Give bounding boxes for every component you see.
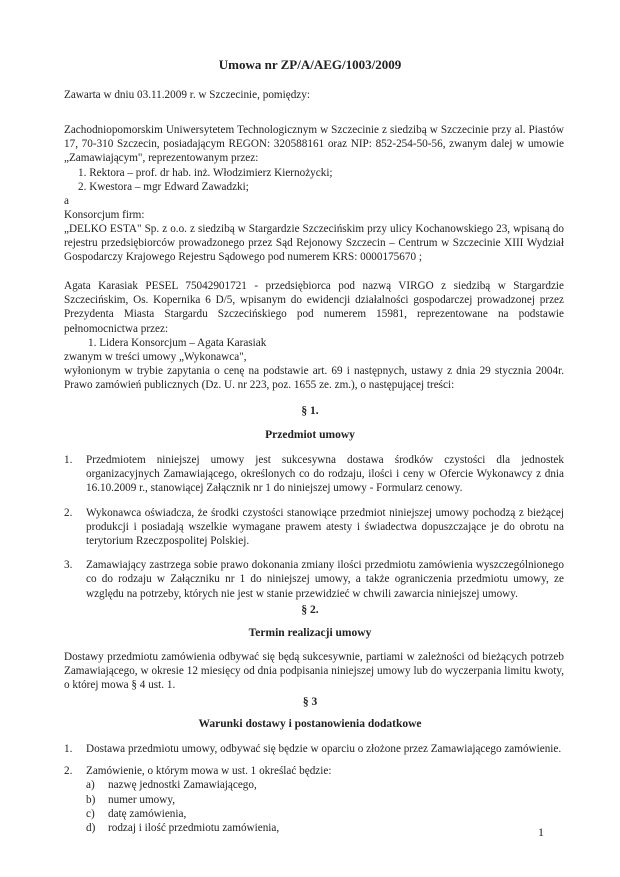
list-item-text: Zamawiający zastrzega sobie prawo dokonania zmiany ilości przedmiotu zamówienia wyszczególnionego co do rodzaju w Załączniku nr 1 do niniejszej umowy, a także ograniczenia przedmiotu umowy, ze względu na potrzeby, których nie jest w stanie przewidzieć w chwili zawarcia niniejszej umowy. [86,559,564,600]
sublist-letter: b) [86,793,96,806]
sublist-text: datę zamówienia, [108,807,187,820]
party1-rep-2: 2. Kwestora – mgr Edward Zawadzki; [78,181,249,193]
sublist-item [86,821,564,835]
party1-text: Zachodniopomorskim Uniwersytetem Technologicznym w Szczecinie z siedzibą w Szczecinie przy al. Piastów 17, 70-310 Szczecin, posiadającym REGON: 320588161 oraz NIP: 852-254-50-56, zwanym dalej w umowie „Zamawiającym", reprezentowanym przez: [64,124,564,165]
list-item-text: Zamówienie, o którym mowa w ust. 1 określać będzie: [86,765,332,778]
sublist-text: nazwę jednostki Zamawiającego, [108,779,257,792]
party2a-text: „DELKO ESTA" Sp. z o.o. z siedzibą w Stargardzie Szczecińskim przy ulicy Kochanowskiego 23, wpisaną do rejestru przedsiębiorców prowadzonego przez Sąd Rejonowy Szczecin – Centrum w Szczecinie XIII Wydział Gospodarczy Krajowego Rejestru Sądowego pod numerem KRS: 0000175670 ; [64,223,564,264]
list-item-text: Dostawa przedmiotu umowy, odbywać się będzie w oparciu o złożone przez Zamawiającego zamówienie. [86,743,562,755]
sublist-item [86,778,564,792]
list-item [64,764,564,778]
list-item [64,506,564,549]
list-item-number: 2. [64,506,73,519]
party2-called: zwanym w treści umowy „Wykonawca", [64,351,247,363]
sublist-item [86,807,564,821]
list-item-text: Wykonawca oświadcza, że środki czystości stanowiące przedmiot niniejszej umowy pochodzą z bieżącej produkcji i posiadają wszelkie wymagane prawem atesty i świadectwa dopuszczające je do obrotu na terytorium Rzeczpospolitej Polskiej. [86,506,564,548]
section-2-heading: Termin realizacji umowy [248,627,372,639]
section-1-list [64,453,564,601]
party1-rep-1: 1. Rektora – prof. dr hab. inż. Włodzimierz Kiernożycki; [78,167,333,179]
sublist [64,778,564,835]
list-item-text: Przedmiotem niniejszej umowy jest sukcesywna dostawa środków czystości dla jednostek organizacyjnych Zamawiającego, określonych co do rodzaju, ilości i ceny w Ofercie Wykonawcy z dnia 16.10.2009 r., stanowiącej Załącznik nr 1 do niniejszej umowy - Formularz cenowy. [86,454,564,495]
list-item-number: 2. [64,765,73,778]
party2b-text: Agata Karasiak PESEL 75042901721 - przedsiębiorca pod nazwą VIRGO z siedzibą w Stargardzie Szczecińskim, Os. Kopernika 6 D/5, wpisanym do ewidencji działalności gospodarczej prowadzonej przez Prezydenta Miasta Stargardu Szczecińskiego pod numerem 15981, reprezentowane na podstawie pełnomocnictwa przez: [64,280,564,335]
sublist-letter: d) [86,822,96,835]
sublist-letter: a) [86,779,95,792]
sublist-letter: c) [86,807,95,820]
section-1-heading: Przedmiot umowy [265,429,355,441]
section-3-list [64,742,564,835]
contract-title: Umowa nr ZP/A/AEG/1003/2009 [218,57,402,72]
section-2-mark: § 2. [301,604,319,616]
list-item-number: 1. [64,454,73,466]
sublist-item [86,793,564,807]
selection-text: wyłonionym w trybie zapytania o cenę na podstawie art. 69 i następnych, ustawy z dnia 29 stycznia 2004r. Prawo zamówień publicznych (Dz. U. nr 223, poz. 1655 ze. zm.), o następującej treści: [64,365,564,392]
and-word: a [64,195,69,207]
sublist-text: rodzaj i ilość przedmiotu zamówienia, [108,822,280,835]
intro-line: Zawarta w dniu 03.11.2009 r. w Szczecinie, pomiędzy: [64,89,310,101]
list-item [64,558,564,601]
list-item [64,742,564,756]
section-3-heading: Warunki dostawy i postanowienia dodatkowe [198,718,422,730]
list-item-number: 1. [64,743,73,755]
page-number: 1 [538,825,544,839]
consortium-label: Konsorcjum firm: [64,209,145,221]
list-item [64,453,564,496]
section-3-mark: § 3 [302,696,318,708]
sublist-text: numer umowy, [108,793,176,806]
party2-rep: 1. Lidera Konsorcjum – Agata Karasiak [88,337,267,349]
section-2-text: Dostawy przedmiotu zamówienia odbywać się będą sukcesywnie, partiami w zależności od bieżących potrzeb Zamawiającego, w okresie 12 miesięcy od dnia podpisania niniejszej umowy lub do wyczerpania limitu kwoty, o której mowa § 4 ust. 1. [64,651,564,692]
list-item-number: 3. [64,559,73,572]
section-1-mark: § 1. [301,405,319,417]
